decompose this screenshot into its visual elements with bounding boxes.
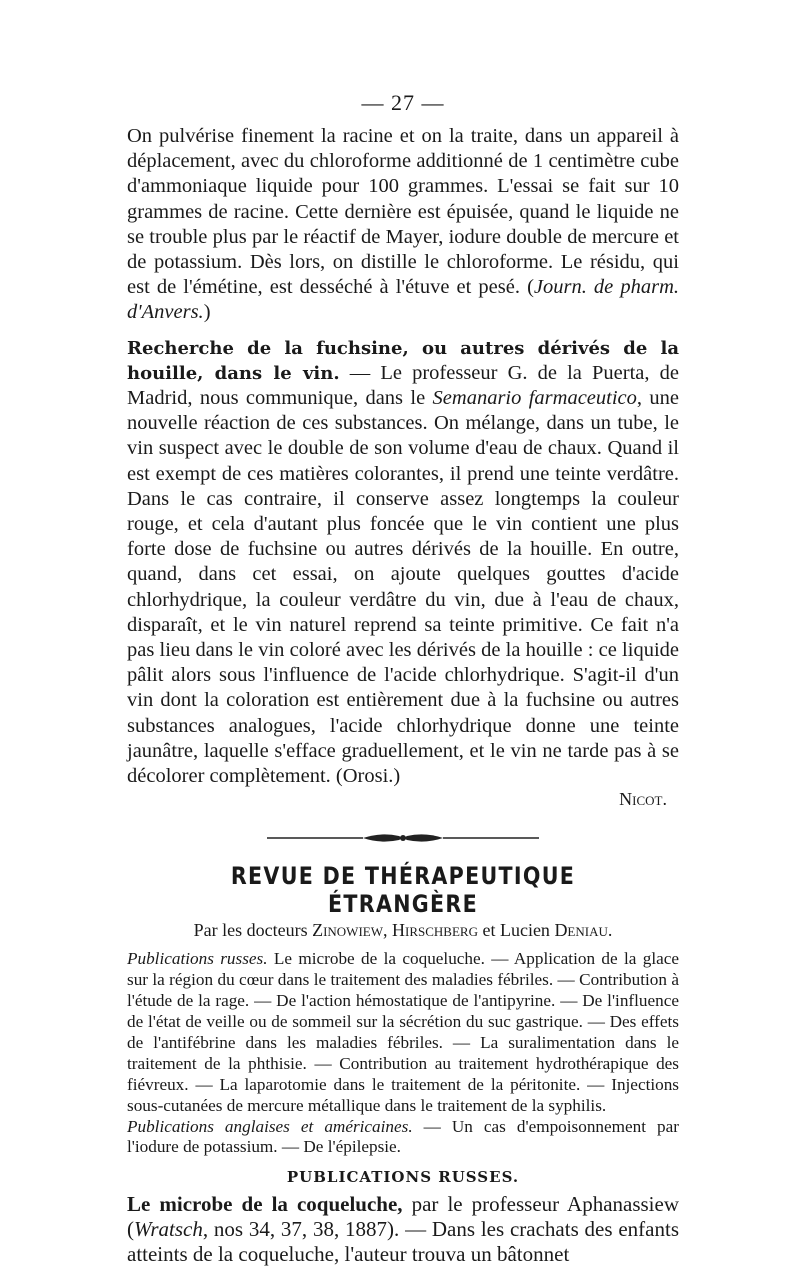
author-separator-1: , (383, 920, 392, 941)
author-deniau: Deniau (554, 920, 608, 941)
author-separator-2: et Lucien (477, 920, 555, 941)
whooping-cough-heading: Le microbe de la coqueluche, (127, 1192, 403, 1217)
summary-anglo-american-text: — Un cas d'empoisonnement par l'iodure de potassium. — De l'épilepsie. (127, 1116, 679, 1157)
summary-russian-text: Le microbe de la coqueluche. — Application de la glace sur la région du cœur dans le traitement des maladies fébriles. — Contribution à l'étude de la rage. — De l'action hémostatique de l'antipyrine. — De l'influence de l'état de veille ou de sommeil sur la sécrétion du suc gastrique. — Des effets de l'antifébrine dans les maladies fébriles. — La suralimentation dans le traitement de la phthisie. — Contribution au traitement hydrothérapique des fiévreux. — La laparotomie dans le traitement de la péritonite. — Injections sous-cutanées de mercure métallique dans le traitement de la syphilis. (127, 949, 679, 1115)
summary-anglo-american (127, 1117, 679, 1159)
summary-anglo-american-label: Publications anglaises et américaines. (127, 1116, 413, 1136)
author-hirschberg: Hirschberg (392, 920, 478, 941)
authors-prefix: Par les docteurs (193, 920, 313, 941)
summary (127, 949, 679, 1158)
whooping-cough-journal: Wratsch (134, 1217, 203, 1242)
sub-heading-russian-publications: PUBLICATIONS RUSSES. (286, 1168, 520, 1187)
fuchsine-journal: Semanario farmaceutico (432, 387, 637, 410)
author-zinowiew: Zinowiew (312, 920, 383, 941)
fuchsine-body: , une nouvelle réaction de ces substances. On mélange, dans un tube, le vin suspect avec le double de son volume d'eau de chaux. Quand il est exempt de ces matières colorantes, il prend une teinte verdâtre. Dans le cas contraire, il conserve assez longtemps la couleur rouge, et cela d'autant plus foncée que le vin contient une plus forte dose de fuchsine ou autres dérivés de la houille. En outre, quand, dans cet essai, on ajoute quelques gouttes d'acide chlorhydrique, la couleur verdâtre du vin, due à l'eau de chaux, disparaît, et le vin naturel reprend sa teinte primitive. Ce fait n'a pas lieu dans le vin coloré avec les dérivés de la houille : ce liquide pâlit alors sous l'influence de l'acide chlorhydrique. S'agit-il d'un vin dont la coloration est entièrement due à la fuchsine ou autres substances analogues, l'acide chlorhydrique donne une teinte jaunâtre, laquelle s'efface graduellement, et le vin ne tarde pas à se décolorer complètement. (Orosi.) (127, 387, 679, 788)
paragraph-emetine (127, 124, 679, 326)
last-section (127, 1192, 679, 1267)
whooping-cough-intro: par le professeur Aphanassiew ( (127, 1192, 679, 1242)
page-number: — 27 — (361, 90, 445, 115)
section-title: REVUE DE THÉRAPEUTIQUE ÉTRANGÈRE (230, 862, 576, 919)
summary-russian-label: Publications russes. (127, 949, 268, 969)
fuchsine-heading: Recherche de la fuchsine, ou autres dérivés de la houille, dans le vin. (127, 337, 679, 384)
citation-close: ) (203, 301, 211, 324)
whooping-cough-ref: , nos 34, 37, 38, 1887). — Dans les crachats des enfants atteints de la coqueluche, l'auteur trouva un bâtonnet (127, 1217, 679, 1267)
summary-russian (127, 949, 679, 1116)
paragraph-fuchsine (127, 336, 679, 790)
signature: Nicot. (619, 789, 667, 810)
ornament-rule-icon (263, 831, 543, 845)
page (127, 90, 679, 1267)
paragraph-1-text: On pulvérise finement la racine et on la traite, dans un appareil à déplacement, avec du chloroforme additionné de 1 centimètre cube d'ammoniaque liquide pour 100 grammes. L'essai se fait sur 10 grammes de racine. Cette dernière est épuisée, quand le liquide ne se trouble plus par le réactif de Mayer, iodure double de mercure et de potassium. Dès lors, on distille le chloroforme. Le résidu, qui est de l'émétine, est desséché à l'étuve et pesé. (127, 125, 679, 299)
citation-open: ( (527, 276, 534, 299)
ornament-divider (127, 828, 679, 848)
section-authors (127, 920, 679, 941)
paragraph-whooping-cough (127, 1192, 679, 1267)
author-end: . (607, 920, 613, 941)
citation-journal: Journ. de pharm. d'Anvers. (127, 276, 679, 324)
fuchsine-intro: — Le professeur G. de la Puerta, de Madrid, nous communique, dans le (127, 361, 679, 410)
